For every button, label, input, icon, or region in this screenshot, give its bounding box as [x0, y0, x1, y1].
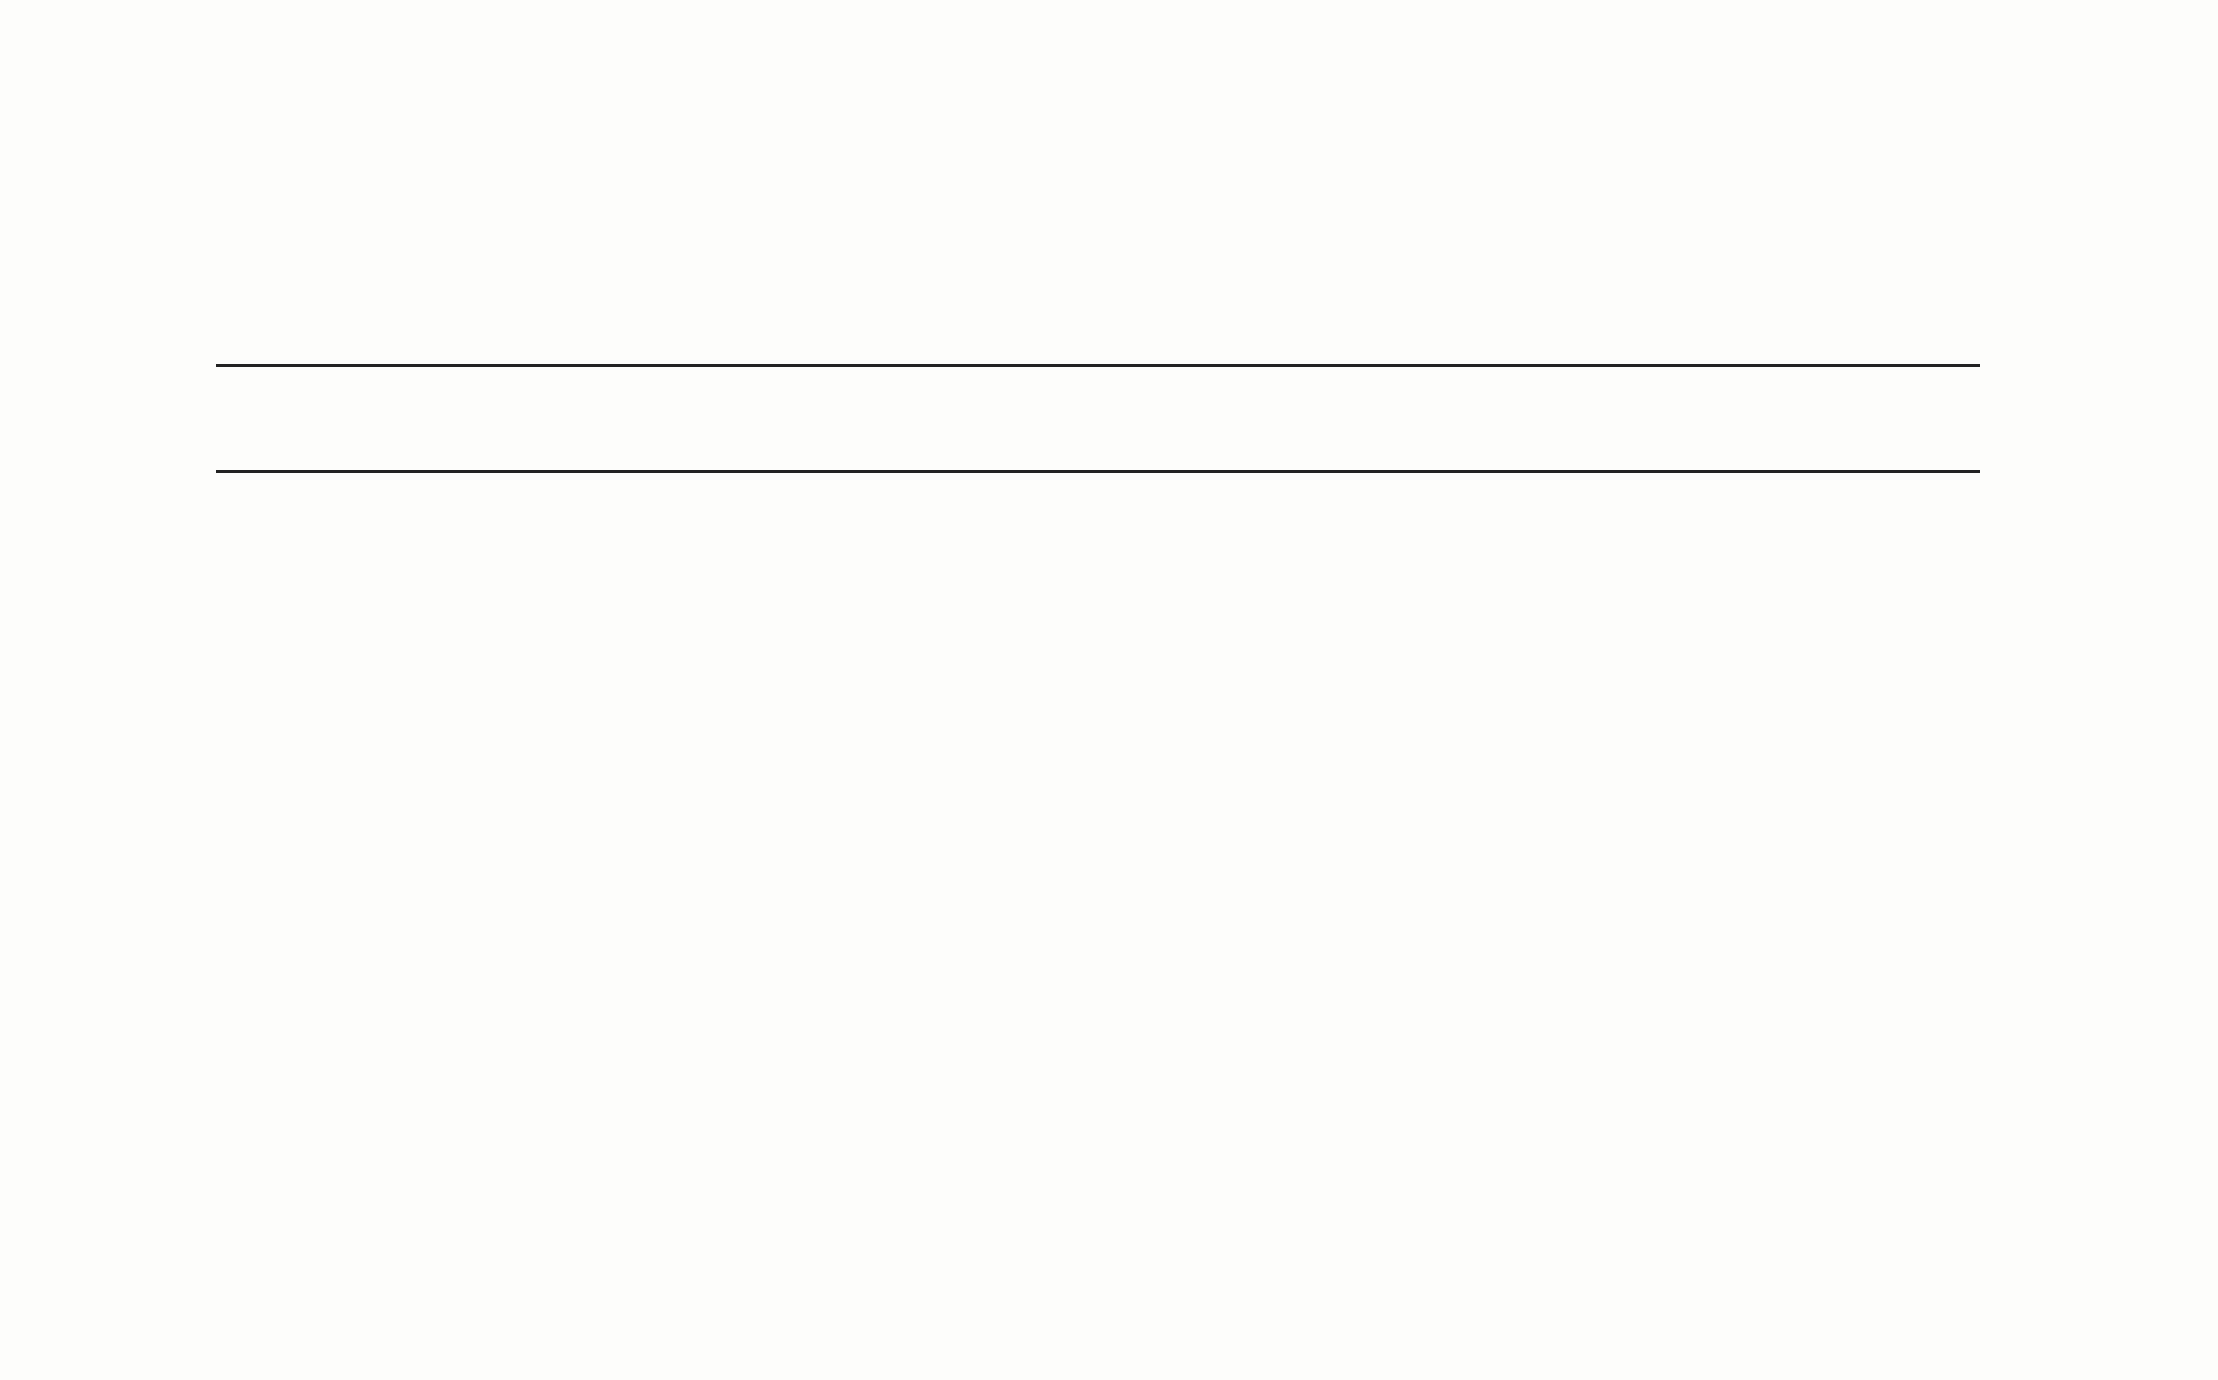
top-bottom-rule	[216, 364, 1980, 367]
top-table	[216, 116, 1986, 356]
iowa-top-rule	[216, 470, 1980, 473]
iowa-table	[216, 476, 1986, 1076]
